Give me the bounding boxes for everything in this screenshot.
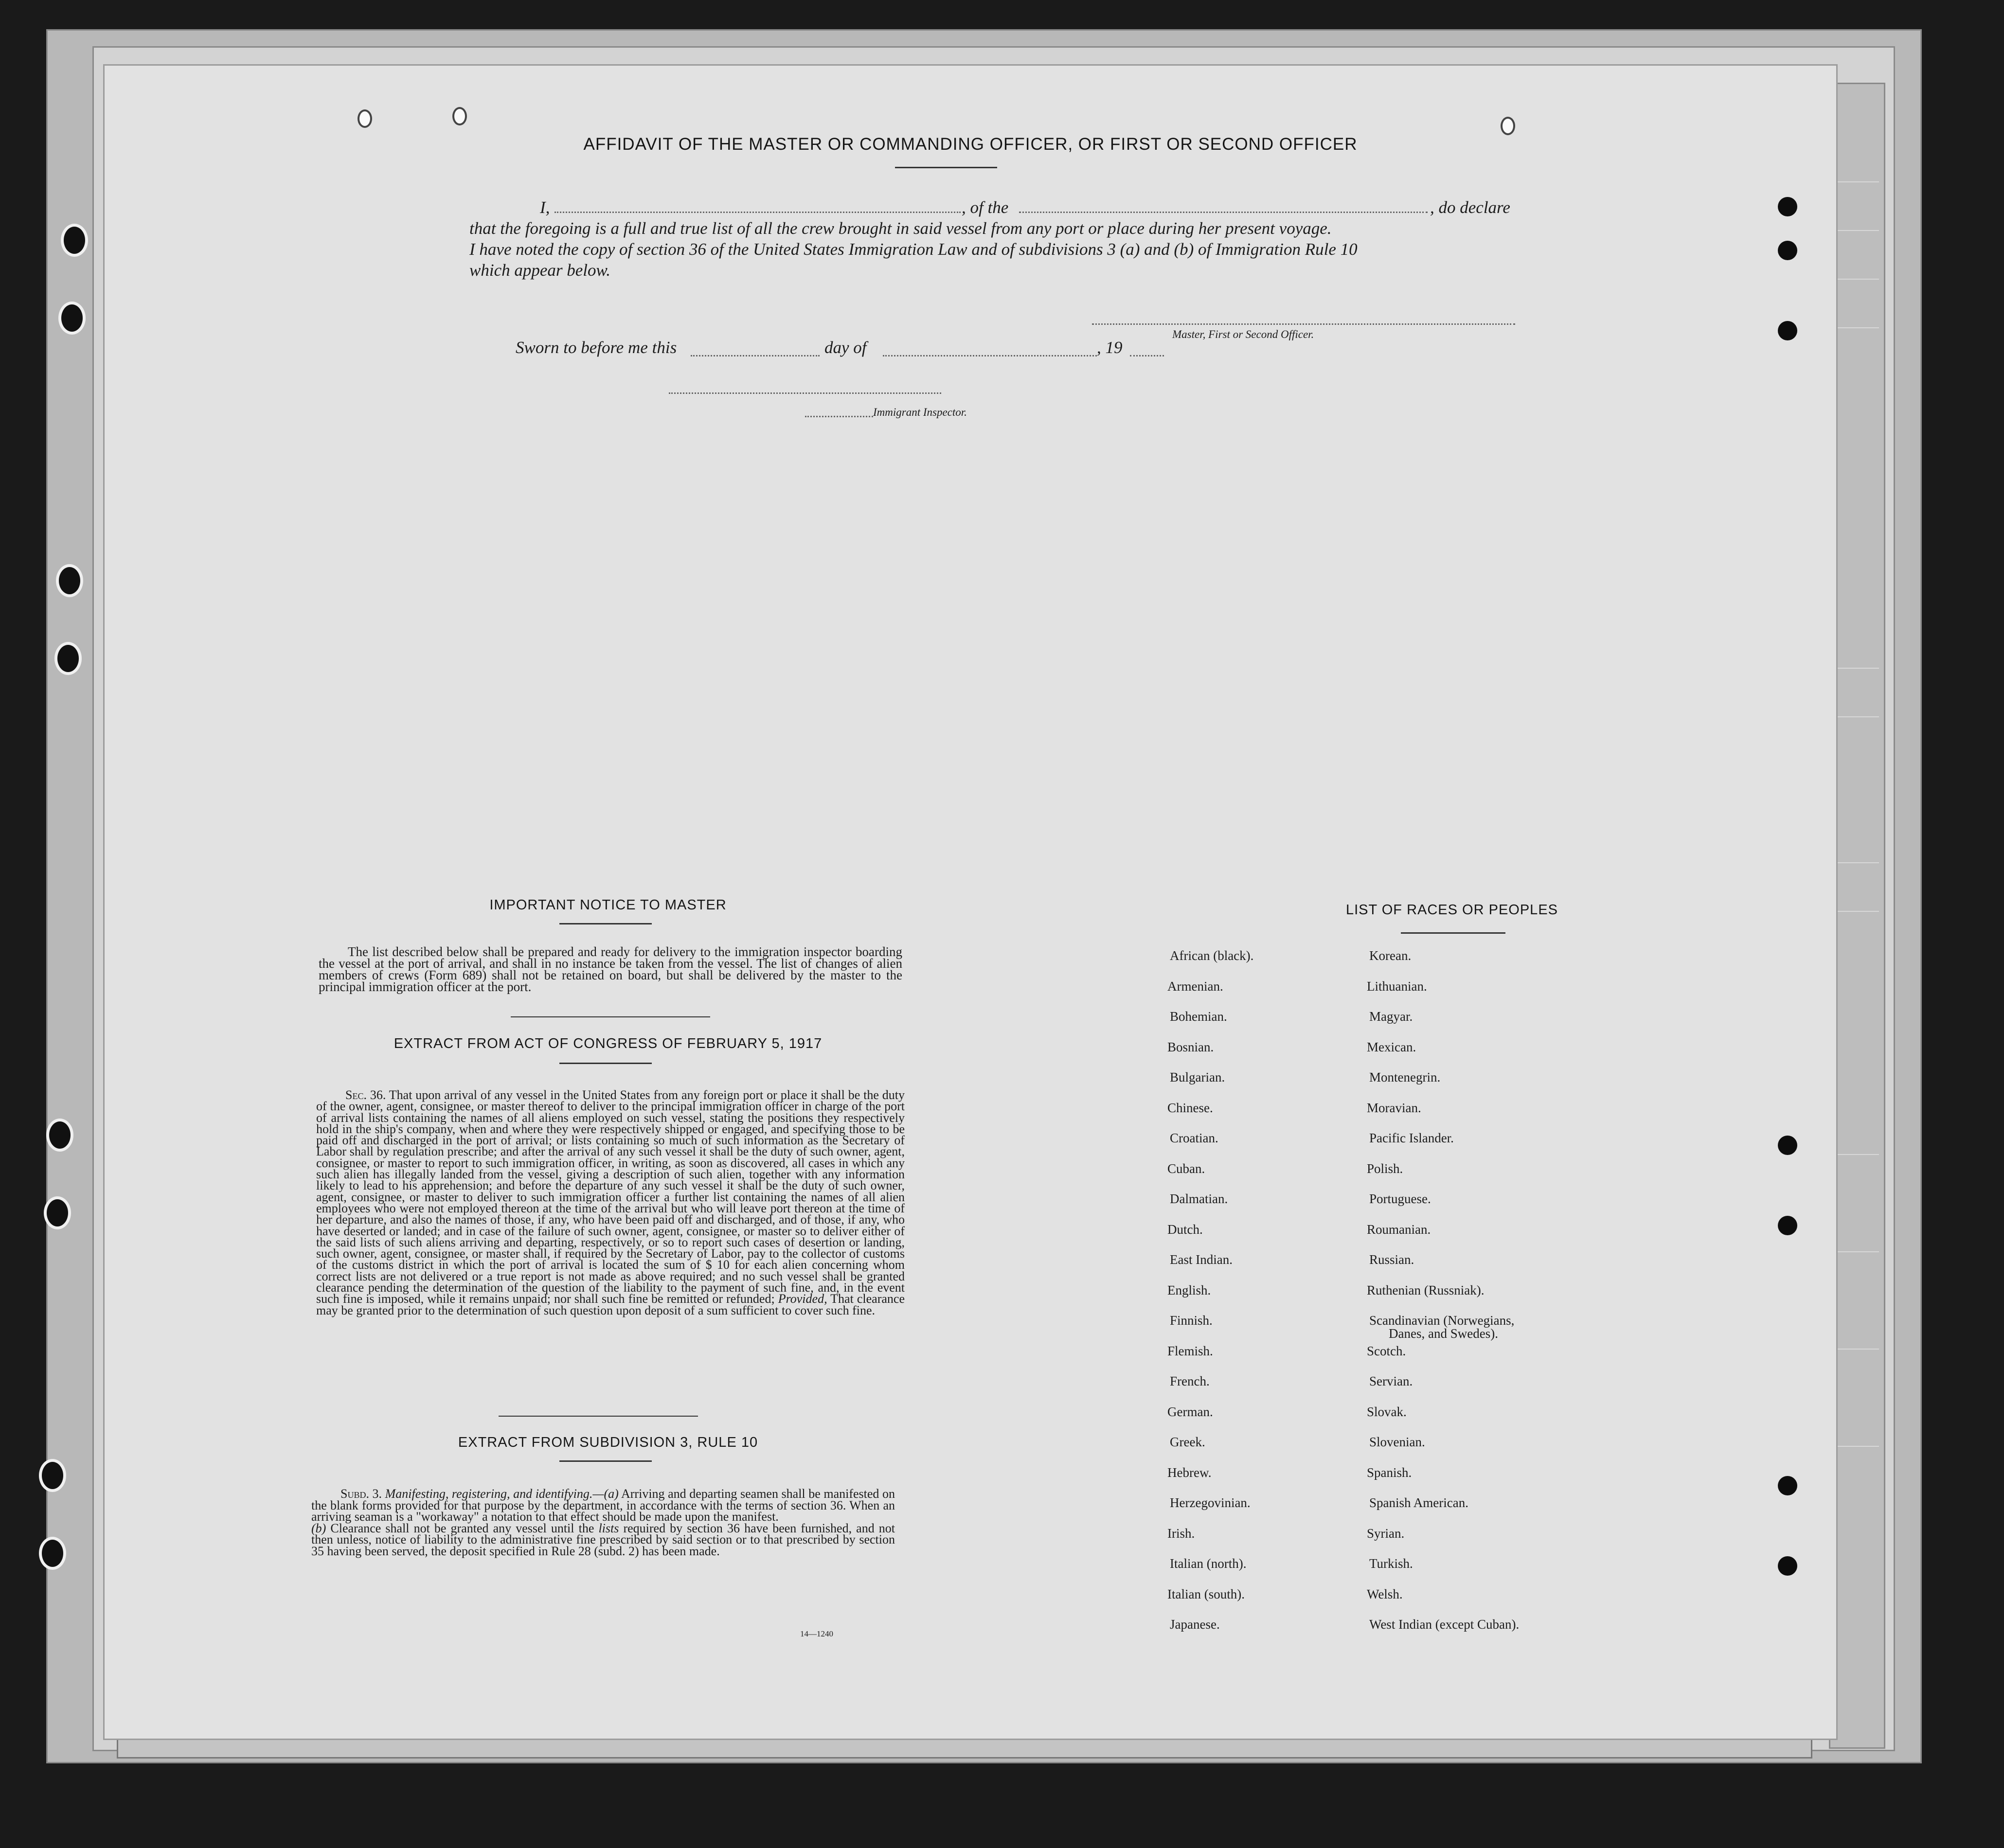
- race-item: Armenian.: [1167, 978, 1223, 994]
- notice-divider: [511, 1016, 710, 1017]
- inspector-dots: [805, 416, 873, 417]
- affidavit-line-2: that the foregoing is a full and true list of all the crew brought in said vessel from any port or place during her present voyage.: [469, 219, 1332, 238]
- name-blank[interactable]: [555, 212, 961, 213]
- binder-hole: [44, 1196, 71, 1229]
- race-item: Scotch.: [1367, 1343, 1406, 1358]
- binder-hole: [46, 1119, 73, 1152]
- punch-dot: [1778, 1556, 1797, 1576]
- race-item: Montenegrin.: [1369, 1070, 1441, 1084]
- race-item: Hebrew.: [1167, 1465, 1212, 1480]
- race-item: Welsh.: [1367, 1586, 1403, 1601]
- binder-hole: [58, 302, 86, 335]
- rule-title: EXTRACT FROM SUBDIVISION 3, RULE 10: [458, 1435, 758, 1450]
- notice-text: The list described below shall be prepared and ready for delivery to the immigration inspector boarding the vessel at the port of arrival, and shall in no instance be taken from the vessel. The list of changes of alien members of crews (Form 689) shall not be retained on board, but shall be delivered by the master to the principal immigration officer at the port.: [319, 944, 902, 994]
- race-item: German.: [1167, 1404, 1213, 1419]
- race-item: Magyar.: [1369, 1009, 1413, 1024]
- race-item: Russian.: [1369, 1252, 1414, 1267]
- race-item: Servian.: [1369, 1374, 1413, 1388]
- subd-heading: Manifesting, registering, and identifying.—(a): [385, 1487, 619, 1501]
- race-item: Turkish.: [1369, 1556, 1413, 1571]
- affidavit-line-4: which appear below.: [469, 261, 611, 280]
- rule-text: [311, 1488, 895, 1557]
- races-underline: [1401, 932, 1505, 934]
- inspector-signature-line[interactable]: [669, 392, 941, 394]
- punch-dot: [1778, 1476, 1797, 1495]
- notice-underline: [559, 923, 652, 924]
- race-item: Korean.: [1369, 948, 1412, 963]
- punch-hole: [1501, 117, 1515, 135]
- race-item: Moravian.: [1367, 1100, 1421, 1115]
- affidavit-title: AFFIDAVIT OF THE MASTER OR COMMANDING OFFICER, OR FIRST OR SECOND OFFICER: [583, 135, 1358, 154]
- punch-dot: [1778, 197, 1797, 216]
- race-item: Roumanian.: [1367, 1222, 1431, 1237]
- subd-text-b2: required by section 36 have been furnished, and not then unless, notice of liability to the administrative fine prescribed by said section or to that prescribed by section 35 having been served, the deposit specified in Rule 28 (subd. 2) has been made.: [311, 1521, 895, 1558]
- binder-hole: [39, 1459, 66, 1492]
- affidavit-line-1: [469, 197, 1525, 218]
- race-item: Croatian.: [1170, 1131, 1218, 1145]
- binder-hole: [54, 642, 82, 675]
- punch-dot: [1778, 1216, 1797, 1235]
- sworn-year: , 19: [1097, 338, 1123, 357]
- sworn-prefix: Sworn to before me this: [516, 338, 677, 357]
- race-item: Bosnian.: [1167, 1039, 1214, 1054]
- sworn-day-blank[interactable]: [691, 355, 820, 356]
- race-item: Bohemian.: [1170, 1009, 1227, 1024]
- race-item: African (black).: [1170, 948, 1254, 963]
- master-signature-label: Master, First or Second Officer.: [1172, 328, 1314, 340]
- race-item: Slovak.: [1367, 1404, 1407, 1419]
- race-item: Spanish.: [1367, 1465, 1412, 1480]
- act-underline: [559, 1063, 652, 1064]
- act-body: That upon arrival of any vessel in the United States from any foreign port or place it shall be the duty of the owner, agent, consignee, or master thereof to deliver to the principal immigration officer in charge of the port of arrival lists containing the names of all aliens employed on such vessel, stating the positions they respectively hold in the ship's company, when and where they were respectively shipped or engaged, and specifying those to be paid off and discharged in the port of arrival; or lists containing so much of such information as the Secretary of Labor shall by regulation prescribe; and after the arrival of any such vessel it shall be the duty of such owner, agent, consignee, or master to report to such immigration officer, in writing, as soon as discovered, all cases in which any such alien has illegally landed from the vessel, giving a description of such alien, together with any information likely to lead to his apprehension; and before the departure of any such vessel it shall be the duty of such owner, agent, consignee, or master to deliver to such immigration officer a further list containing the names of all alien employees who were not employed thereon at the time of the arrival but who will leave port thereon at the time of her departure, and also the names of those, if any, who have been paid off and discharged, and of those, if any, who have deserted or landed; and in case of the failure of such owner, agent, consignee, or master so to deliver either of the said lists of such aliens arriving and departing, respectively, or so to report such cases of desertion or landing, such owner, agent, consignee, or master shall, if required by the Secretary of Labor, pay to the collector of customs of the customs district in which the port of arrival is located the sum of $ 10 for each alien concerning whom correct lists are not delivered or a true report is not made as above required; and no such vessel shall be granted clearance pending the determination of the question of the liability to the payment of such fine, and, in the event such fine is imposed, while it remains unpaid; nor shall such fine be remitted or refunded;: [316, 1088, 905, 1306]
- master-signature-line[interactable]: [1092, 323, 1515, 325]
- race-item-continued: Danes, and Swedes).: [1389, 1326, 1498, 1341]
- race-item: Spanish American.: [1369, 1495, 1468, 1510]
- race-item: Chinese.: [1167, 1100, 1213, 1115]
- punch-dot: [1778, 321, 1797, 340]
- race-item: Portuguese.: [1369, 1191, 1431, 1206]
- subd-label-b: (b): [311, 1521, 326, 1535]
- sworn-month-blank[interactable]: [883, 355, 1097, 356]
- races-title: LIST OF RACES OR PEOPLES: [1345, 902, 1558, 918]
- rule-underline: [559, 1460, 652, 1462]
- provided-label: Provided,: [778, 1292, 827, 1306]
- race-item: Greek.: [1170, 1435, 1205, 1449]
- title-underline: [895, 167, 997, 168]
- sworn-day-of: day of: [824, 338, 867, 357]
- subd-label: Subd. 3.: [340, 1487, 382, 1501]
- affidavit-i: I,: [540, 198, 550, 217]
- race-item: Ruthenian (Russniak).: [1367, 1282, 1485, 1297]
- act-text: [316, 1089, 905, 1316]
- race-item: Dutch.: [1167, 1222, 1203, 1237]
- sec-label: Sec. 36.: [345, 1088, 386, 1102]
- race-item: Italian (south).: [1167, 1586, 1245, 1601]
- vessel-blank[interactable]: [1019, 212, 1428, 213]
- affidavit-body: [469, 197, 1525, 281]
- race-item: Scandinavian (Norwegians,: [1369, 1313, 1515, 1328]
- act-body-end: That clearance may be granted prior to the determination of such question upon deposit of a sum sufficient to cover such fine.: [316, 1292, 905, 1317]
- act-divider: [499, 1416, 698, 1417]
- race-item: Herzegovinian.: [1170, 1495, 1251, 1510]
- punch-dot: [1778, 1136, 1797, 1155]
- race-item: Syrian.: [1367, 1526, 1405, 1541]
- affidavit-of-the: , of the: [962, 198, 1009, 217]
- subd-text-a: Arriving and departing seamen shall be manifested on the blank forms provided for that purpose by the department, in accordance with the terms of section 36. When an arriving seaman is a "workaway" a notation to that effect should be made upon the manifest.: [311, 1487, 895, 1524]
- race-item: Lithuanian.: [1367, 978, 1427, 994]
- punch-dot: [1778, 241, 1797, 260]
- race-item: Flemish.: [1167, 1343, 1213, 1358]
- punch-hole: [358, 109, 372, 128]
- race-item: Finnish.: [1170, 1313, 1213, 1328]
- race-item: English.: [1167, 1282, 1211, 1297]
- race-item: Cuban.: [1167, 1161, 1205, 1176]
- act-title: EXTRACT FROM ACT OF CONGRESS OF FEBRUARY 5, 1917: [394, 1036, 823, 1051]
- punch-hole: [452, 107, 467, 125]
- race-item: Japanese.: [1170, 1617, 1220, 1632]
- race-item: French.: [1170, 1374, 1210, 1388]
- back-page-edge: [1829, 83, 1885, 1749]
- affidavit-line-3: I have noted the copy of section 36 of the United States Immigration Law and of subdivisions 3 (a) and (b) of Immigration Rule 10: [469, 240, 1358, 259]
- binder-hole: [61, 224, 88, 257]
- race-item: Pacific Islander.: [1369, 1131, 1454, 1145]
- lists-word: lists: [598, 1521, 619, 1535]
- race-item: Italian (north).: [1170, 1556, 1247, 1571]
- race-item: Irish.: [1167, 1526, 1195, 1541]
- race-item: Polish.: [1367, 1161, 1403, 1176]
- race-item: Slovenian.: [1369, 1435, 1425, 1449]
- race-item: Bulgarian.: [1170, 1070, 1225, 1084]
- race-item: West Indian (except Cuban).: [1369, 1617, 1520, 1632]
- binder-hole: [56, 564, 83, 597]
- sworn-year-blank[interactable]: [1130, 355, 1164, 356]
- form-number: 14—1240: [800, 1629, 833, 1638]
- notice-title: IMPORTANT NOTICE TO MASTER: [489, 897, 727, 913]
- race-item: East Indian.: [1170, 1252, 1233, 1267]
- race-item: Dalmatian.: [1170, 1191, 1228, 1206]
- form-page: [105, 66, 1836, 1739]
- subd-text-b1: Clearance shall not be granted any vessel until the: [330, 1521, 594, 1535]
- binder-hole: [39, 1537, 66, 1570]
- race-item: Mexican.: [1367, 1039, 1416, 1054]
- inspector-label: Immigrant Inspector.: [873, 406, 967, 418]
- affidavit-declare: , do declare: [1430, 198, 1510, 217]
